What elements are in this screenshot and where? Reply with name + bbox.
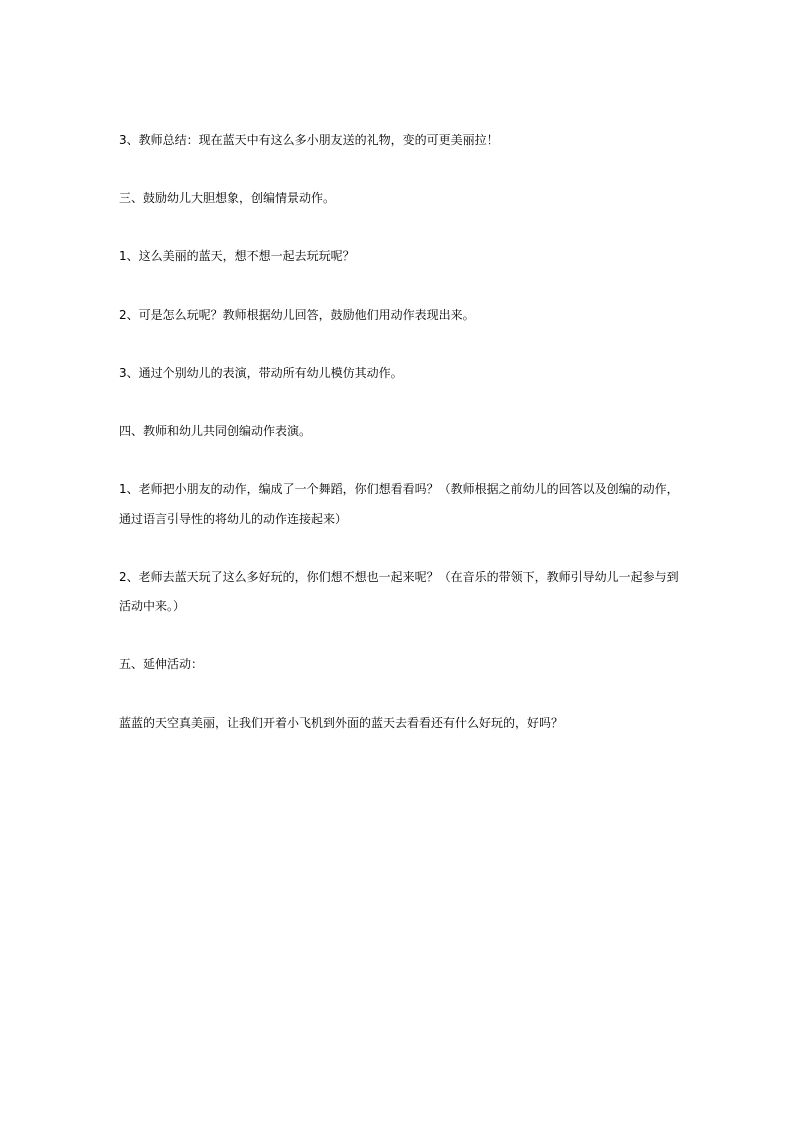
text-line: 3、通过个别幼儿的表演，带动所有幼儿模仿其动作。 (119, 366, 403, 380)
text-line: 2、老师去蓝天玩了这么多好玩的，你们想不想也一起来呢？（在音乐的带领下，教师引导幼儿一起参与到 (119, 570, 679, 584)
text-line: 3、教师总结：现在蓝天中有这么多小朋友送的礼物，变的可更美丽拉！ (119, 133, 499, 147)
section-heading: 四、教师和幼儿共同创编动作表演。 (119, 424, 312, 438)
text-line: 蓝蓝的天空真美丽，让我们开着小飞机到外面的蓝天去看看还有什么好玩的，好吗？ (119, 716, 564, 730)
section-heading: 五、延伸活动： (119, 657, 204, 671)
text-line: 1、这么美丽的蓝天，想不想一起去玩玩呢？ (119, 249, 355, 263)
text-line: 2、可是怎么玩呢？教师根据幼儿回答，鼓励他们用动作表现出来。 (119, 308, 475, 322)
text-line: 通过语言引导性的将幼儿的动作连接起来） (119, 512, 348, 526)
text-line: 活动中来。） (119, 599, 186, 613)
section-heading: 三、鼓励幼儿大胆想象，创编情景动作。 (119, 191, 336, 205)
text-line: 1、老师把小朋友的动作，编成了一个舞蹈，你们想看看吗？（教师根据之前幼儿的回答以及创编的动作， (119, 482, 679, 496)
